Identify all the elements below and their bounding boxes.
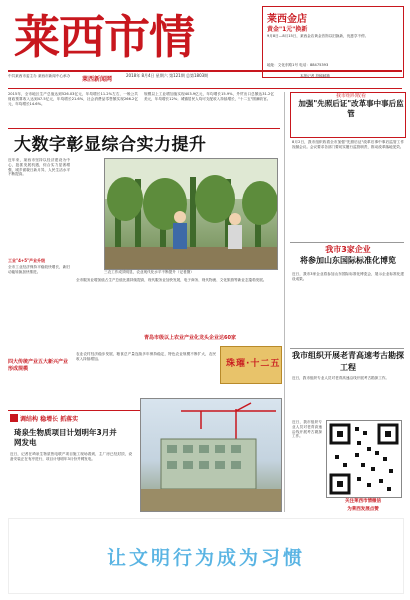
left-column-text2: 全市工业经济保持平稳较快增长，新旧动能转换加快推进。	[8, 265, 70, 274]
masthead-title: 莱西市情	[14, 10, 194, 64]
right-headline-2	[292, 244, 404, 266]
middle-subhead: 青岛市级以上农业产业化龙头企业达60家	[144, 335, 236, 341]
right-headline-2-line1: 我市3家企业	[325, 245, 371, 254]
right-headline-2-line2: 将参加山东国际标准化博览	[300, 256, 396, 265]
left-column-text1: 近年来，莱西市坚持以经济建设为中心，抢抓发展机遇，综合实力显著增强，城乡面貌日新月异，人民生活水平不断提高。	[8, 158, 70, 177]
lower-headline: 琦泉生物质项目计划明年3月并网发电	[14, 428, 117, 447]
promo-title: 莱西金店	[267, 14, 307, 25]
promo-subtitle: 黄金"1元"换新	[267, 26, 308, 33]
middle-text: 全市服务业增加值占生产总值比重持续提高，现代服务业加快发展，电子商务、现代物流、文化旅游等新业态蓬勃发展。	[76, 278, 267, 282]
lower-text: 近日，记者在琦泉生物质热电联产项目施工现场看到，主厂房已经封顶，设备安装正在有序进行，项目计划明年3月份并网发电。	[10, 452, 132, 461]
banner-slogan: 让文明行为成为习惯	[106, 547, 305, 569]
qr-caption-2: 为莱西发展点赞	[347, 507, 379, 512]
civility-banner	[8, 518, 404, 594]
left-column	[8, 158, 70, 418]
right-text-2: 近日，我市3家企业将参加山东国际标准化博览会，展示企业标准化建设成果。	[292, 272, 404, 281]
main-headline: 大数字彰显综合实力提升	[14, 135, 207, 155]
right-text-4: 近日，我市组织专业人员对老青高速沿线开展考古勘探工作。	[292, 420, 322, 439]
right-headline-1-title: 加强"先照后证"改革事中事后监管	[298, 99, 404, 118]
middle-text-2: 农业农村经济稳步发展，粮食总产量连续多年保持稳定，特色农业规模不断扩大，农民收入持续增加。	[76, 352, 216, 361]
right-headline-1	[296, 92, 406, 119]
top-article	[8, 92, 276, 128]
qr-code[interactable]	[326, 420, 402, 498]
construction-photo	[140, 398, 282, 512]
qr-caption-1: 关注莱西市情微信	[345, 499, 381, 504]
section-tag-marker	[10, 414, 18, 422]
left-column-sub1: 工业"4+5"产业升级	[8, 258, 46, 263]
section-tag-text: 调结构 稳增长 抓落实	[20, 416, 79, 423]
middle-subhead-2: 四大传统产业五大新兴产业形成规模	[8, 359, 69, 372]
info-bar	[8, 70, 402, 89]
right-headline-1-sub: 我市组织收看	[335, 93, 366, 99]
info-logo: 莱西新闻网	[82, 76, 113, 83]
issue-info: 2018年 8月4日 星期六 第121期 总第1803期	[126, 73, 209, 78]
right-headline-3-title: 我市组织开展老青高速考古勘探工程	[292, 351, 404, 372]
photo-caption: 三农工作成效明显，农业现代化水平不断提升（记者摄）	[104, 270, 194, 274]
right-text-3: 近日，我市组织专业人员对老青高速沿线开展考古勘探工作。	[292, 376, 390, 380]
promo-address: 地址：文化东路1号 电话：88475393	[267, 63, 329, 67]
info-contact: 本报记者 投稿邮箱	[300, 74, 330, 78]
top-article-col2: 规模以上工业增加值实现403.9亿元，年均增长15.9%，外贸出口总额达31.2亿美元，年均增长12%；城镇居民人均可支配收入持续增长，"十二五"圆满收官。	[144, 92, 274, 101]
right-text-1: 8月2日，我市组织收看全市加强"先照后证"改革后事中事后监管工作视频会议。会议要求各部门要切实履行监管职责，推动改革落地见效。	[292, 140, 404, 149]
info-publisher: 中共莱西市委主办 莱西市新闻中心承办	[8, 74, 71, 78]
section-tag	[10, 414, 80, 424]
right-headline-3	[292, 350, 404, 374]
farm-photo	[104, 158, 278, 270]
essay-title: 珠璀·十二五	[226, 359, 281, 369]
top-article-col1: 2015年，全市地区生产总值达到526.03亿元，年均增长11.2%左右，一般公共财政预算收入达到47.5亿元，年均增长21.6%，社会消费品零售额实现266.2亿元，年均增长14.6%。	[8, 92, 138, 106]
promo-body: 9月8日—8月15日，莱西金店黄金首饰以旧换新，优惠享不停。	[267, 34, 369, 38]
promo-box	[262, 6, 404, 78]
